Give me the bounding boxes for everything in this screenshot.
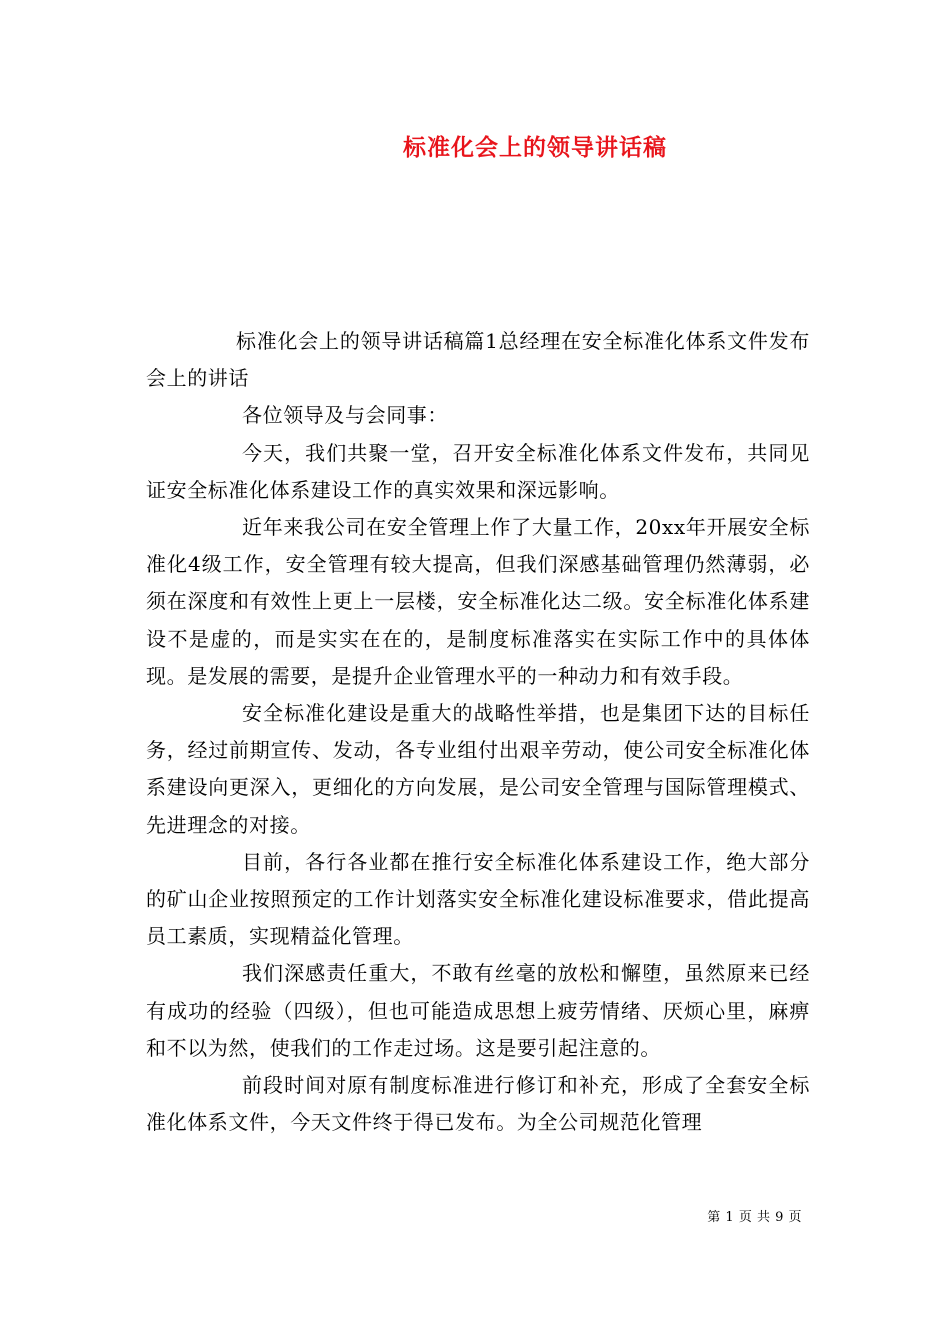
document-body xyxy=(146,323,810,1141)
paragraph-salutation: 各位领导及与会同事： xyxy=(242,403,448,428)
paragraph-responsibility: 我们深感责任重大，不敢有丝毫的放松和懈堕，虽然原来已经有成功的经验（四级），但也可能造成思想上疲劳情绪、厌烦心里，麻痹和不以为然，使我们的工作走过场。这是要引起注意的。 xyxy=(146,961,810,1060)
paragraph-revision: 前段时间对原有制度标准进行修订和补充，形成了全套安全标准化体系文件，今天文件终于得已发布。为全公司规范化管理 xyxy=(146,1073,810,1135)
paragraph-recent-work: 近年来我公司在安全管理上作了大量工作，20xx年开展安全标准化4级工作，安全管理有较大提高，但我们深感基础管理仍然薄弱，必须在深度和有效性上更上一层楼，安全标准化达二级。安全标准化体系建设不是虚的，而是实实在在的，是制度标准落实在实际工作中的具体体现。是发展的需要，是提升企业管理水平的一种动力和有效手段。 xyxy=(146,515,810,688)
paragraph-strategy: 安全标准化建设是重大的战略性举措，也是集团下达的目标任务，经过前期宣传、发动，各专业组付出艰辛劳动，使公司安全标准化体系建设向更深入，更细化的方向发展，是公司安全管理与国际管理模式、先进理念的对接。 xyxy=(146,701,810,837)
page-number-footer: 第 1 页 共 9 页 xyxy=(707,1210,802,1225)
paragraph-intro: 标准化会上的领导讲话稿篇1总经理在安全标准化体系文件发布会上的讲话 xyxy=(146,329,810,391)
document-title: 标准化会上的领导讲话稿 xyxy=(403,135,667,161)
paragraph-industry: 目前，各行各业都在推行安全标准化体系建设工作，绝大部分的矿山企业按照预定的工作计划落实安全标准化建设标准要求，借此提高员工素质，实现精益化管理。 xyxy=(146,849,810,949)
paragraph-opening: 今天，我们共聚一堂，召开安全标准化体系文件发布，共同见证安全标准化体系建设工作的真实效果和深远影响。 xyxy=(146,440,810,502)
